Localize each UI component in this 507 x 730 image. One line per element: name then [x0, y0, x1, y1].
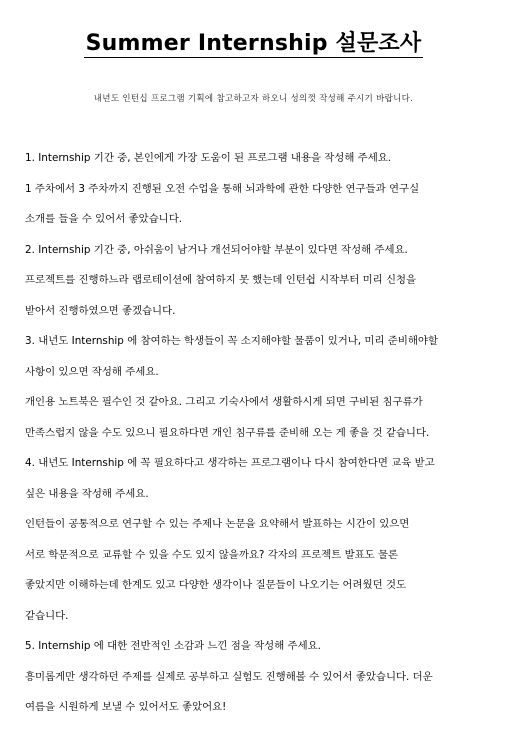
answer-2-line-1: 프로젝트를 진행하느라 랩로테이션에 참여하지 못 했는데 인턴쉽 시작부터 미리 신청을 [25, 274, 417, 286]
answer-4-line-3: 좋았지만 이해하는데 한계도 있고 다양한 생각이나 질문들이 나오기는 어려웠던 것도 [25, 579, 407, 591]
answer-3-line-2: 만족스럽지 않을 수도 있으니 필요하다면 개인 침구류를 준비해 오는 게 좋을 것 같습니다. [25, 426, 430, 439]
answer-4-line-1: 인턴들이 공통적으로 연구할 수 있는 주제나 논문을 요약해서 발표하는 시간이 있으면 [25, 518, 410, 530]
question-3-line-2: 사항이 있으면 작성해 주세요. [25, 365, 159, 378]
question-5-line-1: 5. Internship 에 대한 전반적인 소감과 느낀 점을 작성해 주세요. [25, 640, 321, 652]
question-3-line-1: 3. 내년도 Internship 에 참여하는 학생들이 꼭 소지해야할 물품이 있거나, 미리 준비해야할 [25, 335, 438, 347]
question-1-line-1: 1. Internship 기간 중, 본인에게 가장 도움이 된 프로그램 내용을 작성해 주세요. [25, 152, 392, 164]
answer-3-line-1: 개인용 노트북은 필수인 것 같아요. 그리고 기숙사에서 생활하시게 되면 구비된 침구류가 [25, 396, 423, 408]
answer-1-line-1: 1 주차에서 3 주차까지 진행된 오전 수업을 통해 뇌과학에 관한 다양한 연구들과 연구실 [25, 182, 420, 195]
survey-instructions: 내년도 인턴십 프로그램 기획에 참고하고자 하오니 성의껏 작성해 주시기 바랍니다. [93, 94, 414, 104]
answer-5-line-2: 여름을 시원하게 보낼 수 있어서도 좋았어요! [25, 701, 227, 713]
question-4-line-1: 4. 내년도 Internship 에 꼭 필요하다고 생각하는 프로그램이나 다시 참여한다면 교육 받고 [25, 457, 435, 469]
page-title [0, 26, 507, 57]
page-title-text: Summer Internship 설문조사 [85, 31, 422, 56]
answer-4-line-2: 서로 학문적으로 교류할 수 있을 수도 있지 않을까요? 각자의 프로젝트 발표도 물론 [25, 548, 399, 561]
answer-5-line-1: 흥미롭게만 생각하던 주제를 실제로 공부하고 실험도 진행해볼 수 있어서 좋았습니다. 더운 [25, 670, 433, 683]
question-4-line-2: 싶은 내용을 작성해 주세요. [25, 487, 149, 500]
answer-1-line-2: 소개를 들을 수 있어서 좋았습니다. [25, 213, 183, 225]
answer-2-line-2: 받아서 진행하였으면 좋겠습니다. [25, 304, 176, 317]
survey-body [25, 143, 484, 723]
question-2-line-1: 2. Internship 기간 중, 아쉬움이 남거나 개선되어야할 부분이 있다면 작성해 주세요. [25, 243, 408, 256]
answer-4-line-4: 같습니다. [25, 609, 69, 622]
